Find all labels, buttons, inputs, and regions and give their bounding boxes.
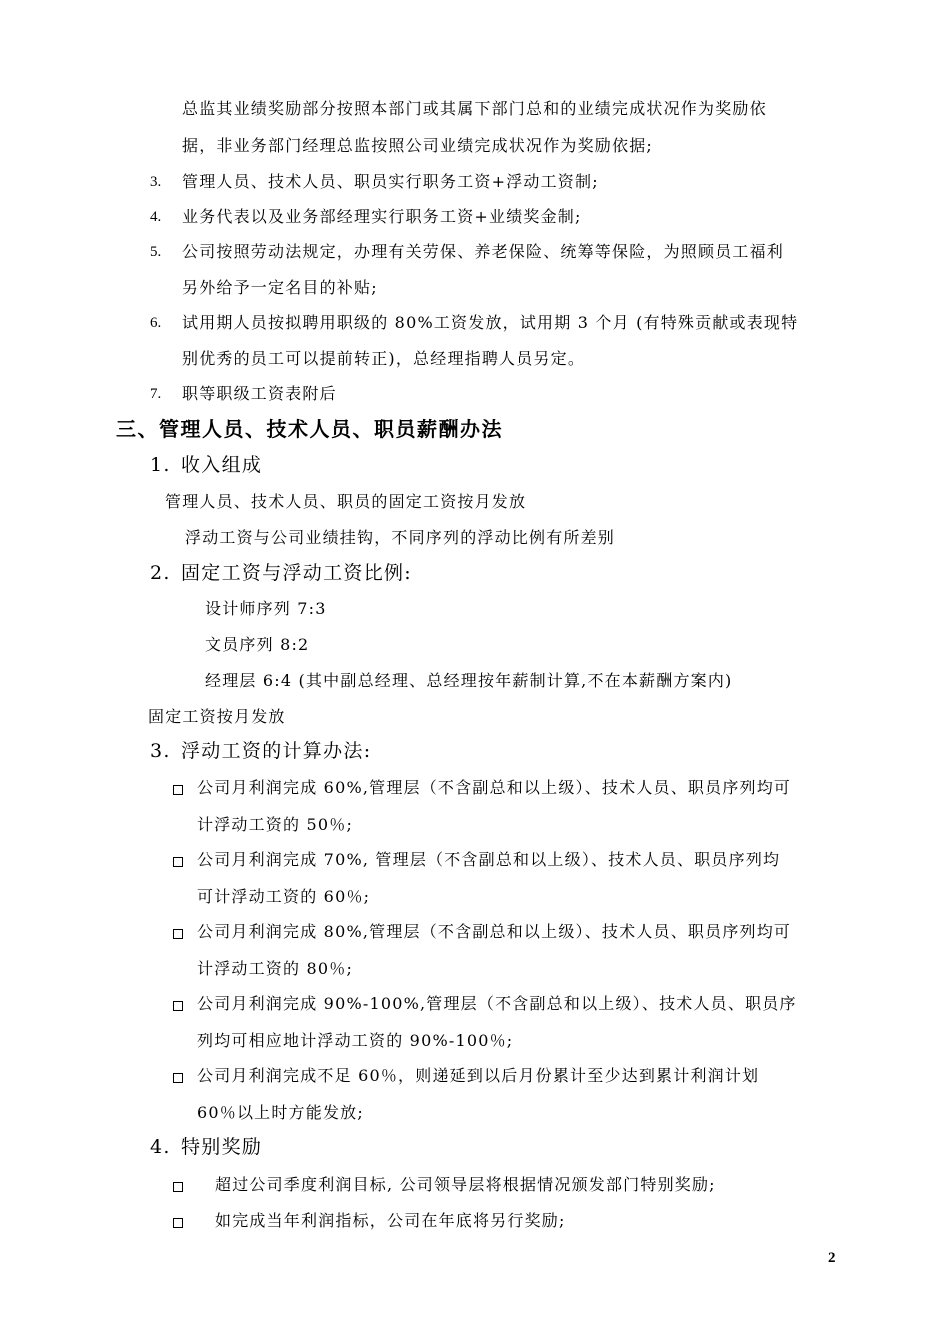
ratio-line: 文员序列 8:2 — [205, 635, 310, 654]
bullet-continuation: 60％以上时方能发放; — [197, 1103, 364, 1122]
bullet-continuation: 可计浮动工资的 60％; — [197, 887, 371, 906]
bullet-text: 如完成当年利润指标，公司在年底将另行奖励; — [215, 1211, 566, 1230]
list-item: 业务代表以及业务部经理实行职务工资+业绩奖金制; — [182, 207, 582, 226]
page-number: 2 — [828, 1250, 836, 1266]
subsection-title: 固定工资与浮动工资比例: — [181, 562, 413, 584]
list-number: 5. — [150, 244, 162, 260]
bullet-continuation: 计浮动工资的 50％; — [197, 815, 354, 834]
list-item-continuation: 另外给予一定名目的补贴; — [182, 278, 378, 297]
list-item-continuation: 别优秀的员工可以提前转正)，总经理指聘人员另定。 — [182, 349, 586, 368]
subsection-number: 3. — [150, 740, 171, 762]
list-number: 6. — [150, 315, 162, 331]
paragraph-line: 管理人员、技术人员、职员的固定工资按月发放 — [165, 492, 527, 511]
subsection-title: 特别奖励 — [181, 1136, 263, 1158]
checkbox-bullet-icon — [173, 1182, 183, 1192]
subsection-title: 浮动工资的计算办法: — [181, 740, 372, 762]
list-number: 3. — [150, 174, 162, 190]
checkbox-bullet-icon — [173, 857, 183, 867]
section-heading: 三、管理人员、技术人员、职员薪酬办法 — [116, 417, 503, 441]
ratio-line: 经理层 6:4 (其中副总经理、总经理按年薪制计算,不在本薪酬方案内) — [205, 671, 733, 690]
bullet-text: 公司月利润完成 80%,管理层（不含副总和以上级）、技术人员、职员序列均可 — [197, 922, 792, 941]
subsection-number: 4. — [150, 1136, 171, 1158]
subsection-title: 收入组成 — [181, 454, 263, 476]
paragraph-line: 固定工资按月发放 — [148, 707, 286, 726]
list-number: 7. — [150, 386, 162, 402]
paragraph-line: 总监其业绩奖励部分按照本部门或其属下部门总和的业绩完成状况作为奖励依 — [182, 99, 767, 118]
checkbox-bullet-icon — [173, 1073, 183, 1083]
subsection-number: 2. — [150, 562, 171, 584]
list-item: 职等职级工资表附后 — [182, 384, 337, 403]
checkbox-bullet-icon — [173, 785, 183, 795]
bullet-text: 公司月利润完成 90%-100%,管理层（不含副总和以上级）、技术人员、职员序 — [197, 994, 797, 1013]
bullet-text: 公司月利润完成 60%,管理层（不含副总和以上级）、技术人员、职员序列均可 — [197, 778, 792, 797]
checkbox-bullet-icon — [173, 929, 183, 939]
list-item: 试用期人员按拟聘用职级的 80%工资发放，试用期 3 个月 (有特殊贡献或表现特 — [182, 313, 799, 332]
bullet-text: 公司月利润完成 70%, 管理层（不含副总和以上级）、技术人员、职员序列均 — [197, 850, 781, 869]
bullet-continuation: 列均可相应地计浮动工资的 90%-100％; — [197, 1031, 514, 1050]
paragraph-line: 据，非业务部门经理总监按照公司业绩完成状况作为奖励依据; — [182, 136, 653, 155]
subsection-number: 1. — [150, 454, 171, 476]
ratio-line: 设计师序列 7:3 — [205, 599, 327, 618]
checkbox-bullet-icon — [173, 1001, 183, 1011]
checkbox-bullet-icon — [173, 1218, 183, 1228]
paragraph-line: 浮动工资与公司业绩挂钩，不同序列的浮动比例有所差别 — [185, 528, 616, 547]
list-item: 公司按照劳动法规定，办理有关劳保、养老保险、统筹等保险，为照顾员工福利 — [182, 242, 785, 261]
bullet-text: 超过公司季度利润目标, 公司领导层将根据情况颁发部门特别奖励; — [215, 1175, 716, 1194]
list-item: 管理人员、技术人员、职员实行职务工资+浮动工资制; — [182, 172, 599, 191]
bullet-continuation: 计浮动工资的 80％; — [197, 959, 354, 978]
bullet-text: 公司月利润完成不足 60％，则递延到以后月份累计至少达到累计利润计划 — [197, 1066, 760, 1085]
list-number: 4. — [150, 209, 162, 225]
